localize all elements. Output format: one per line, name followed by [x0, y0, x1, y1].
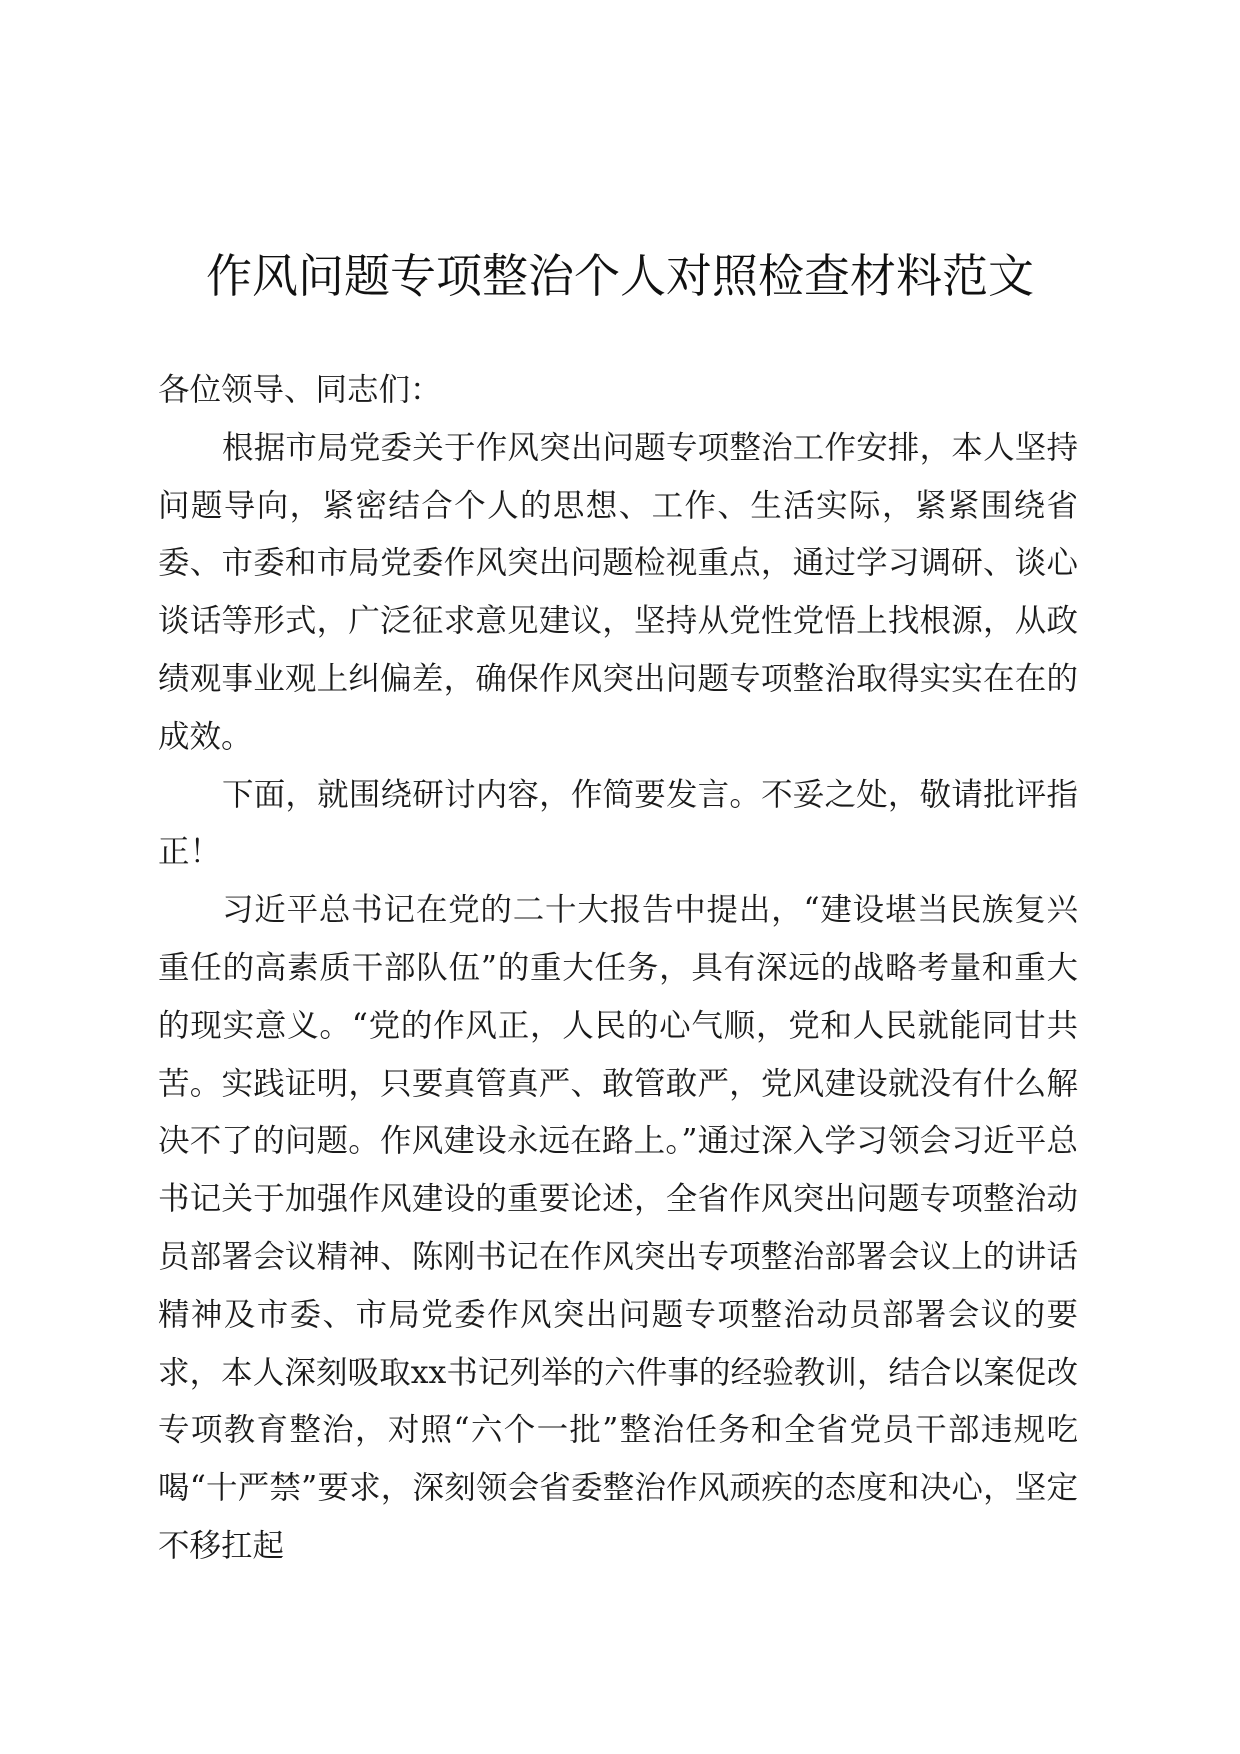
salutation: 各位领导、同志们：	[158, 372, 442, 408]
document-body	[158, 362, 1078, 1576]
document-title: 作风问题专项整治个人对照检查材料范文	[206, 249, 1034, 303]
paragraph-preface: 下面，就围绕研讨内容，作简要发言。不妥之处，敬请批评指正！	[158, 776, 1078, 871]
paragraph-main: 习近平总书记在党的二十大报告中提出，“建设堪当民族复兴重任的高素质干部队伍”的重大任务，具有深远的战略考量和重大的现实意义。“党的作风正，人民的心气顺，党和人民就能同甘共苦。实践证明，只要真管真严、敢管敢严，党风建设就没有什么解决不了的问题。作风建设永远在路上。”通过深入学习领会习近平总书记关于加强作风建设的重要论述，全省作风突出问题专项整治动员部署会议精神、陈刚书记在作风突出专项整治部署会议上的讲话精神及市委、市局党委作风突出问题专项整治动员部署会议的要求，本人深刻吸取xx书记列举的六件事的经验教训，结合以案促改专项教育整治，对照“六个一批”整治任务和全省党员干部违规吃喝“十严禁”要求，深刻领会省委整治作风顽疾的态度和决心，坚定不移扛起	[158, 892, 1078, 1564]
paragraph-intro: 根据市局党委关于作风突出问题专项整治工作安排，本人坚持问题导向，紧密结合个人的思想、工作、生活实际，紧紧围绕省委、市委和市局党委作风突出问题检视重点，通过学习调研、谈心谈话等形式，广泛征求意见建议，坚持从党性党悟上找根源，从政绩观事业观上纠偏差，确保作风突出问题专项整治取得实实在在的成效。	[158, 429, 1078, 755]
